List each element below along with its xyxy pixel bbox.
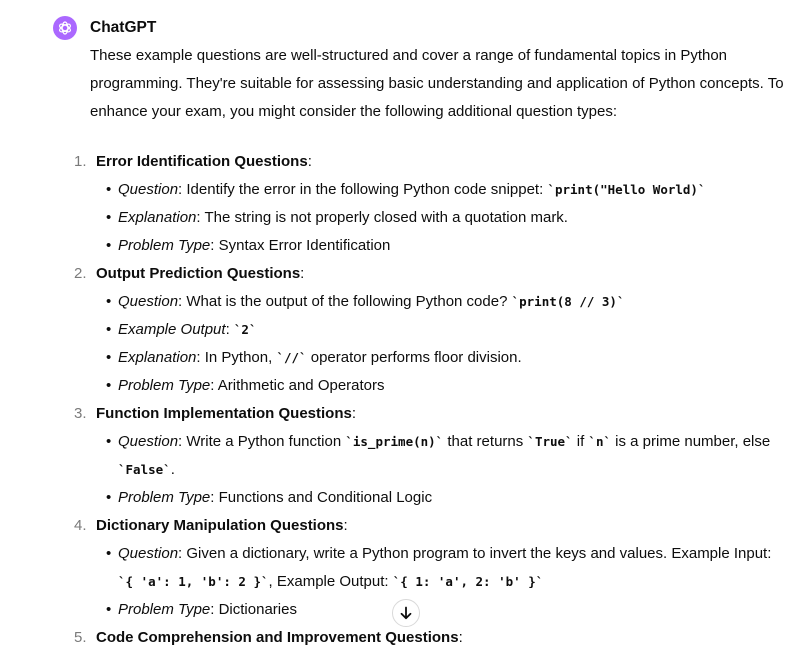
detail-text: that returns	[443, 433, 528, 450]
detail-text: : Given a dictionary, write a Python program to invert the keys and values. Example Input:	[178, 545, 772, 562]
question-details-list	[96, 428, 790, 512]
detail-text: : Arithmetic and Operators	[210, 377, 385, 394]
detail-item	[118, 232, 790, 260]
detail-item	[118, 428, 790, 484]
detail-label: Question	[118, 293, 179, 310]
list-number: 4.	[74, 517, 87, 534]
detail-text: : Syntax Error Identification	[210, 237, 391, 254]
detail-label: Question	[118, 433, 179, 450]
question-type-item	[74, 148, 790, 260]
question-types-list	[74, 148, 790, 652]
detail-item	[118, 540, 790, 596]
detail-item	[118, 484, 790, 512]
detail-label: Explanation	[118, 209, 197, 226]
question-type-item	[74, 260, 790, 400]
question-type-title: Dictionary Manipulation Questions	[96, 517, 344, 534]
detail-label: Problem Type	[118, 601, 211, 618]
detail-text: : In Python,	[196, 349, 277, 366]
detail-item	[118, 344, 790, 372]
list-number: 5.	[74, 629, 87, 646]
question-type-title: Output Prediction Questions	[96, 265, 301, 282]
detail-text: : Functions and Conditional Logic	[210, 489, 433, 506]
list-number: 1.	[74, 153, 87, 170]
detail-item	[118, 372, 790, 400]
inline-code: `print(8 // 3)`	[511, 294, 625, 309]
title-colon: :	[307, 153, 312, 170]
question-type-title: Error Identification Questions	[96, 153, 308, 170]
detail-label: Explanation	[118, 349, 197, 366]
list-number: 3.	[74, 405, 87, 422]
detail-text: operator performs floor division.	[306, 349, 522, 366]
inline-code: `2`	[233, 322, 257, 337]
detail-item	[118, 176, 790, 204]
inline-code: `is_prime(n)`	[345, 434, 444, 449]
message-content	[74, 42, 790, 652]
detail-item	[118, 204, 790, 232]
inline-code: `False`	[118, 462, 171, 477]
detail-text: , Example Output:	[268, 573, 393, 590]
title-colon: :	[343, 517, 348, 534]
inline-code: `{ 'a': 1, 'b': 2 }`	[118, 574, 269, 589]
question-type-title: Function Implementation Questions	[96, 405, 352, 422]
chatgpt-avatar	[53, 16, 77, 40]
scroll-to-bottom-button[interactable]	[392, 599, 420, 627]
detail-item	[118, 596, 790, 624]
inline-code: `print("Hello World)`	[547, 182, 706, 197]
detail-text: .	[170, 461, 175, 478]
detail-text: : Dictionaries	[210, 601, 297, 618]
list-number: 2.	[74, 265, 87, 282]
detail-text: : What is the output of the following Python code?	[178, 293, 512, 310]
detail-text: : Write a Python function	[178, 433, 346, 450]
openai-logo-icon	[57, 20, 73, 36]
detail-label: Problem Type	[118, 377, 211, 394]
question-type-item	[74, 400, 790, 512]
message-author: ChatGPT	[90, 19, 157, 36]
detail-label: Question	[118, 545, 179, 562]
title-colon: :	[300, 265, 305, 282]
detail-text: is a prime number, else	[611, 433, 771, 450]
detail-item	[118, 316, 790, 344]
detail-text: : Identify the error in the following Python code snippet:	[178, 181, 548, 198]
title-colon: :	[351, 405, 357, 422]
title-colon: :	[458, 629, 463, 646]
inline-code: `//`	[276, 350, 307, 365]
detail-label: Example Output	[118, 321, 226, 338]
detail-label: Question	[118, 181, 179, 198]
detail-label: Problem Type	[118, 489, 211, 506]
arrow-down-icon	[399, 606, 413, 620]
question-type-title: Code Comprehension and Improvement Questions	[96, 629, 459, 646]
detail-label: Problem Type	[118, 237, 211, 254]
question-type-item	[74, 624, 790, 652]
question-details-list	[96, 176, 790, 260]
question-details-list	[96, 288, 790, 400]
detail-text: if	[572, 433, 589, 450]
detail-item	[118, 288, 790, 316]
inline-code: `{ 1: 'a', 2: 'b' }`	[392, 574, 544, 589]
inline-code: `n`	[588, 434, 611, 449]
detail-text: : The string is not properly closed with a quotation mark.	[196, 209, 568, 226]
inline-code: `True`	[527, 434, 573, 449]
question-type-item	[74, 512, 790, 624]
detail-text: :	[225, 321, 234, 338]
intro-paragraph: These example questions are well-structured and cover a range of fundamental topics in Python programming. They're suitable for assessing basic understanding and application of Python concepts. To enhance your exam, you might consider the following additional question types:	[90, 47, 784, 120]
question-details-list	[96, 540, 790, 624]
